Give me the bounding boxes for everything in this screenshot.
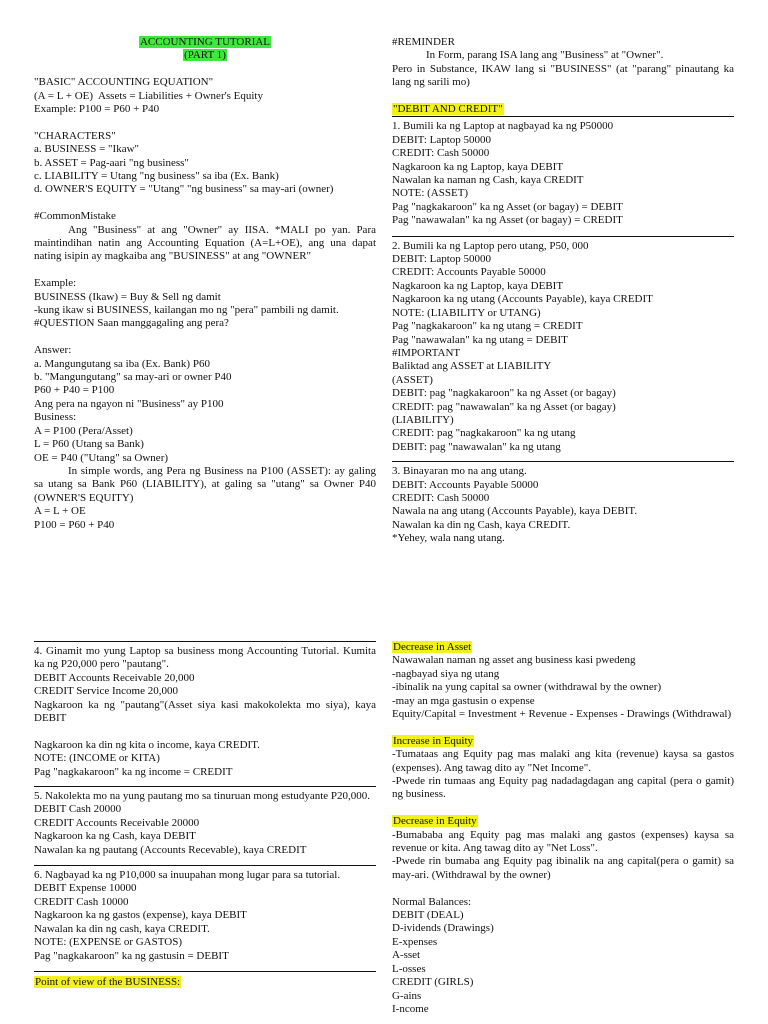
right-top-column — [392, 36, 737, 546]
list-item: -nagbayad siya ng utang — [392, 667, 500, 680]
text-line: "CHARACTERS" — [34, 129, 116, 142]
journal-line: CREDIT Cash 10000 — [34, 895, 129, 908]
text-line: Example: P100 = P60 + P40 — [34, 103, 160, 116]
example-4-note-block — [34, 725, 376, 779]
example-4-pautang-paragraph: Nagkaroon ka ng "pautang"(Asset siya kasi makokolekta mo siya), kaya DEBIT — [34, 698, 379, 725]
list-item: A-sset — [392, 949, 421, 962]
journal-line: DEBIT: Accounts Payable 50000 — [392, 478, 539, 491]
journal-line: DEBIT Cash 20000 — [34, 803, 122, 816]
text-line: L = P60 (Utang sa Bank) — [34, 438, 144, 451]
journal-line: NOTE: (INCOME or KITA) — [34, 752, 160, 765]
journal-line: CREDIT: Cash 50000 — [392, 491, 490, 504]
journal-line: CREDIT Service Income 20,000 — [34, 685, 178, 698]
normal-balances-list — [392, 896, 734, 1017]
journal-line: DEBIT: pag "nawawalan" ka ng utang — [392, 440, 561, 453]
decrease-asset-heading-line — [392, 641, 734, 654]
text-line: d. OWNER'S EQUITY = "Utang" "ng business" sa may-ari (owner) — [34, 183, 334, 196]
journal-line: DEBIT: Laptop 50000 — [392, 133, 492, 146]
example-4-paragraph: 4. Ginamit mo yung Laptop sa business mong Accounting Tutorial. Kumita ka ng P20,000 pero "pautang". — [34, 645, 379, 671]
reminder-paragraph: Pero in Substance, IKAW lang si "BUSINESS" (at "parang" pinautang ka lang ng sarili mo) — [392, 62, 737, 89]
list-item: D-ividends (Drawings) — [392, 922, 494, 935]
journal-line: *Yehey, wala nang utang. — [392, 532, 505, 545]
text-line: a. BUSINESS = "Ikaw" — [34, 143, 140, 156]
journal-line: CREDIT: pag "nawawalan" ka ng Asset (or bagay) — [392, 400, 616, 413]
example-5-block — [34, 803, 376, 857]
example-3-block — [392, 465, 734, 545]
decrease-asset-heading: Decrease in Asset — [393, 641, 472, 653]
example-section — [34, 264, 376, 465]
list-item: -ibinalik na yung capital sa owner (withdrawal by the owner) — [392, 681, 662, 694]
text-line: c. LIABILITY = Utang "ng business" sa iba (Ex. Bank) — [34, 170, 279, 183]
example-6-block — [34, 869, 376, 963]
journal-line: DEBIT Accounts Receivable 20,000 — [34, 671, 195, 684]
text-line — [34, 197, 376, 210]
text-line: "BASIC" ACCOUNTING EQUATION" — [34, 76, 214, 89]
reminder-title: #REMINDER — [392, 36, 455, 48]
text-line: Ang pera na ngayon ni "Business" ay P100 — [34, 397, 224, 410]
text-line: #CommonMistake — [34, 210, 116, 223]
equation-section — [34, 76, 376, 223]
journal-line: NOTE: (EXPENSE or GASTOS) — [34, 936, 182, 949]
journal-line: Nawalan ka din ng Cash, kaya CREDIT. — [392, 518, 571, 531]
divider — [34, 786, 376, 787]
list-item: Nawawalan naman ng asset ang business kasi pwedeng — [392, 654, 636, 667]
list-item: DEBIT (DEAL) — [392, 909, 464, 922]
list-item: L-osses — [392, 962, 426, 975]
list-item: E-xpenses — [392, 935, 438, 948]
journal-line: DEBIT: pag "nagkakaroon" ka ng Asset (or bagay) — [392, 387, 616, 400]
tutorial-title-line — [34, 36, 376, 49]
journal-line: Pag "nagkakaroon" ka ng utang = CREDIT — [392, 320, 583, 333]
journal-line: Baliktad ang ASSET at LIABILITY — [392, 360, 552, 373]
journal-line: Nagkaroon ka ng gastos (expense), kaya DEBIT — [34, 909, 247, 922]
journal-line: Nagkaroon ka ng utang (Accounts Payable), kaya CREDIT — [392, 293, 653, 306]
journal-line: 2. Bumili ka ng Laptop pero utang, P50, 000 — [392, 239, 589, 252]
divider — [34, 865, 376, 866]
journal-line: Nagkaroon ka ng Laptop, kaya DEBIT — [392, 160, 564, 173]
journal-line: Nagkaroon ka ng Cash, kaya DEBIT — [34, 830, 196, 843]
increase-equity-heading-line — [392, 735, 734, 748]
text-line: P60 + P40 = P100 — [34, 384, 115, 397]
journal-line: Pag "nawawalan" ka ng utang = DEBIT — [392, 333, 568, 346]
text-line: (A = L + OE) Assets = Liabilities + Owner's Equity — [34, 89, 263, 102]
decrease-asset-list — [392, 654, 734, 708]
journal-line: DEBIT Expense 10000 — [34, 882, 137, 895]
journal-line: Nagkaroon ka ng Laptop, kaya DEBIT — [392, 279, 564, 292]
example-5-paragraph: 5. Nakolekta mo na yung pautang mo sa tinuruan mong estudyante P20,000. — [34, 790, 371, 803]
text-line — [34, 331, 376, 344]
journal-line: Pag "nawawalan" ka ng Asset (or bagay) = CREDIT — [392, 214, 623, 227]
reminder-line: In Form, parang ISA lang ang "Business" at "Owner". — [426, 49, 664, 62]
text-line: a. Mangungutang sa iba (Ex. Bank) P60 — [34, 357, 210, 370]
journal-line: CREDIT: pag "nagkakaroon" ka ng utang — [392, 427, 576, 440]
divider — [34, 971, 376, 972]
journal-line: Nawala na ang utang (Accounts Payable), kaya DEBIT. — [392, 505, 638, 518]
list-item: I-ncome — [392, 1002, 429, 1015]
divider — [392, 236, 734, 237]
text-line: #QUESTION Saan manggagaling ang pera? — [34, 317, 229, 330]
equation-line: A = L + OE — [34, 505, 86, 518]
journal-line: Nawalan ka naman ng Cash, kaya CREDIT — [392, 174, 584, 187]
journal-line: CREDIT: Accounts Payable 50000 — [392, 266, 546, 279]
text-line: Answer: — [34, 344, 72, 357]
journal-line: Pag "nagkakaroon" ka ng income = CREDIT — [34, 765, 233, 778]
debit-credit-heading-line — [392, 103, 734, 116]
tutorial-subtitle-line — [34, 49, 376, 62]
pov-heading: Point of view of the BUSINESS: — [35, 975, 181, 988]
journal-line: 6. Nagbayad ka ng P10,000 sa inuupahan mong lugar para sa tutorial. — [34, 869, 341, 882]
text-line: b. ASSET = Pag-aari "ng business" — [34, 156, 189, 169]
divider — [392, 461, 734, 462]
journal-line — [34, 725, 376, 738]
journal-line: 1. Bumili ka ng Laptop at nagbayad ka ng P50000 — [392, 120, 614, 133]
equation-summary — [34, 505, 376, 532]
text-line: -kung ikaw si BUSINESS, kailangan mo ng "pera" pambili ng damit. — [34, 304, 339, 317]
list-item: CREDIT (GIRLS) — [392, 976, 474, 989]
text-line: Business: — [34, 411, 77, 424]
text-line: BUSINESS (Ikaw) = Buy & Sell ng damit — [34, 290, 221, 303]
journal-line: 3. Binayaran mo na ang utang. — [392, 465, 527, 478]
journal-line: #IMPORTANT — [392, 346, 461, 359]
example-2-block — [392, 240, 734, 455]
example-1-block — [392, 120, 734, 227]
right-bottom-column — [392, 641, 737, 1016]
increase-equity-heading: Increase in Equity — [393, 734, 474, 747]
increase-equity-net-income: -Tumataas ang Equity pag mas malaki ang kita (revenue) kaysa sa gastos (expenses). Ang tawag dito ay "Net Income". — [392, 748, 737, 774]
tutorial-part: (PART 1) — [184, 49, 226, 62]
decrease-equity-withdrawal: -Pwede rin bumaba ang Equity pag ibinalik na ang capital(pera o gamit) sa may-ari. (Withdrawal by the owner) — [392, 855, 737, 881]
decrease-equity-heading-line — [392, 815, 734, 828]
decrease-equity-net-loss: -Bumababa ang Equity pag mas malaki ang gastos (expenses) kaysa sa revenue or kita. Ang tawag dito ay "Net Loss". — [392, 828, 737, 855]
divider — [34, 641, 376, 642]
tutorial-title: ACCOUNTING TUTORIAL — [139, 36, 271, 48]
text-line — [34, 116, 376, 129]
example-4-block — [34, 672, 376, 699]
journal-line: Nagkaroon ka din ng kita o income, kaya CREDIT. — [34, 738, 260, 751]
journal-line: Pag "nagkakaroon" ka ng gastusin = DEBIT — [34, 949, 229, 962]
equation-line: P100 = P60 + P40 — [34, 518, 115, 531]
journal-line: NOTE: (ASSET) — [392, 187, 469, 200]
text-line: A = P100 (Pera/Asset) — [34, 424, 133, 437]
decrease-equity-heading: Decrease in Equity — [393, 815, 477, 828]
left-top-column — [34, 36, 379, 532]
simple-words-paragraph: In simple words, ang Pera ng Business na P100 (ASSET): ay galing sa utang sa Bank P60 (LIABILITY), at galing sa "utang" sa Owner P40 (OWNER'S EQUITY) — [34, 464, 379, 504]
increase-equity-capital: -Pwede rin tumaas ang Equity pag nadadagdagan ang capital (pera o gamit) ng business. — [392, 775, 737, 801]
common-mistake-paragraph: Ang "Business" at ang "Owner" ay IISA. *MALI po yan. Para maintindihan natin ang Accounting Equation (A=L+OE), ang una dapat nating isipin ay magkaiba ang "BUSINESS" at ang "OWNER" — [34, 223, 379, 263]
journal-line: NOTE: (LIABILITY or UTANG) — [392, 306, 541, 319]
journal-line: Pag "nagkakaroon" ka ng Asset (or bagay) = DEBIT — [392, 200, 623, 213]
equity-formula: Equity/Capital = Investment + Revenue - Expenses - Drawings (Withdrawal) — [392, 708, 732, 721]
journal-line: CREDIT Accounts Receivable 20000 — [34, 816, 200, 829]
journal-line: CREDIT: Cash 50000 — [392, 147, 490, 160]
journal-line: DEBIT: Laptop 50000 — [392, 253, 492, 266]
journal-line: Nawalan ka ng pautang (Accounts Recevable), kaya CREDIT — [34, 843, 307, 856]
text-line — [34, 264, 376, 277]
list-item: -may an mga gastusin o expense — [392, 694, 535, 707]
list-item: Normal Balances: — [392, 895, 472, 908]
journal-line: (ASSET) — [392, 373, 433, 386]
journal-line: Nawalan ka din ng cash, kaya CREDIT. — [34, 922, 210, 935]
divider — [392, 116, 734, 117]
debit-credit-heading: "DEBIT AND CREDIT" — [393, 103, 503, 116]
list-item: G-ains — [392, 989, 422, 1002]
journal-line: (LIABILITY) — [392, 413, 454, 426]
text-line: OE = P40 ("Utang" sa Owner) — [34, 451, 169, 464]
pov-heading-line — [34, 976, 376, 989]
left-bottom-column — [34, 641, 379, 989]
text-line: Example: — [34, 277, 77, 290]
text-line: b. "Mangungutang" sa may-ari or owner P40 — [34, 371, 232, 384]
